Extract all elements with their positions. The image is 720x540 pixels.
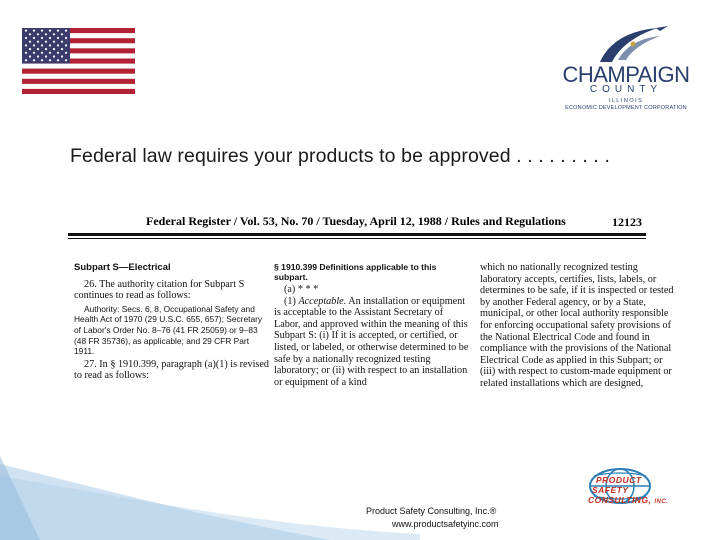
logo-line1: PRODUCT [596, 475, 642, 485]
flag-star [61, 55, 63, 57]
footer-company: Product Safety Consulting, Inc.® [366, 506, 497, 516]
flag-star [37, 33, 39, 35]
logo-suffix: INC. [654, 499, 669, 505]
footer [366, 505, 566, 531]
logo-line3 [588, 496, 668, 507]
flag-star [57, 59, 59, 61]
paragraph: which no nationally recognized testing laboratory accepts, certifies, lists, labels, or determines to be safe, if it is inspected or tested by another Federal agency, or by a State, municipal, or other local authority responsible for enforcing occupational safety provisions of the National Electrical Code and found in compliance with the provisions of the National Electrical Code as applied in this Subpart; or (iii) with respect to custom-made equipment or related installations which are designed, [480, 262, 674, 389]
flag-star [65, 44, 67, 46]
flag-star [33, 37, 35, 39]
flag-star [61, 33, 63, 35]
flag-star [25, 44, 27, 46]
flag-star [29, 55, 31, 57]
flag-star [29, 48, 31, 50]
flag-star [25, 52, 27, 54]
logo-org: ECONOMIC DEVELOPMENT CORPORATION [565, 105, 687, 111]
column-left [74, 262, 270, 382]
flag-star [25, 37, 27, 39]
paragraph: (a) * * * [284, 284, 319, 295]
flag-star [57, 52, 59, 54]
flag-star [65, 30, 67, 32]
flag-star [49, 44, 51, 46]
flag-star [65, 59, 67, 61]
flag-star [61, 48, 63, 50]
flag-star [33, 44, 35, 46]
paragraph-authority: Authority: Secs. 6, 8, Occupational Safety and Health Act of 1970 (29 U.S.C. 655, 657); Secretary of Labor's Order No. 8–76 (41 FR 25059) or 9–83 (48 FR 35736), as applicable; and 29 CFR Part 1911. [74, 303, 263, 357]
flag-star [41, 44, 43, 46]
term-acceptable: Acceptable. [298, 295, 347, 307]
us-flag-icon [22, 28, 135, 94]
flag-star [37, 41, 39, 43]
flag-star [33, 52, 35, 54]
paragraph-acceptable [274, 296, 470, 389]
logo-line3-text: CONSULTING, [588, 495, 652, 505]
flag-star [41, 52, 43, 54]
flag-star [49, 37, 51, 39]
flag-star [49, 59, 51, 61]
register-page-number: 12123 [612, 215, 642, 229]
column-middle [274, 262, 470, 388]
flag-star [37, 55, 39, 57]
flag-star [49, 30, 51, 32]
paragraph: 26. The authority citation for Subpart S continues to read as follows: [74, 278, 245, 302]
flag-star [57, 44, 59, 46]
flag-star [25, 30, 27, 32]
flag-star [53, 48, 55, 50]
column-right [480, 262, 676, 390]
register-header: Federal Register / Vol. 53, No. 70 / Tuesday, April 12, 1988 / Rules and Regulations [146, 214, 566, 228]
plane-swoosh-icon [560, 24, 692, 64]
paragraph-text: An installation or equipment is acceptable to the Assistant Secretary of Labor, and approved within the meaning of this Subpart S: (i) If it is accepted, or certified, or listed, or labeled, or otherwise determined to be safe by a nationally recognized testing laboratory; or (ii) with respect to an installation or equipment of a kind [274, 295, 469, 388]
flag-star [45, 48, 47, 50]
flag-star [57, 30, 59, 32]
flag-star [45, 55, 47, 57]
logo-name: CHAMPAIGN [562, 62, 690, 87]
flag-star [45, 41, 47, 43]
flag-star [37, 48, 39, 50]
footer-url[interactable]: www.productsafetyinc.com [392, 519, 499, 529]
paragraph: 27. In § 1910.399, paragraph (a)(1) is revised to read as follows: [74, 358, 270, 382]
flag-star [53, 33, 55, 35]
flag-star [29, 41, 31, 43]
psc-logo [578, 466, 690, 528]
section-heading: § 1910.399 Definitions applicable to this subpart. [274, 262, 437, 282]
divider [68, 233, 646, 236]
divider [68, 238, 646, 239]
flag-star [41, 59, 43, 61]
flag-star [33, 59, 35, 61]
flag-star [65, 52, 67, 54]
flag-star [41, 37, 43, 39]
paragraph-number: (1) [284, 295, 299, 307]
logo-state: ILLINOIS [608, 98, 644, 104]
flag-star [57, 37, 59, 39]
flag-star [29, 33, 31, 35]
flag-star [53, 55, 55, 57]
flag-star [49, 52, 51, 54]
flag-star [53, 41, 55, 43]
flag-star [61, 41, 63, 43]
flag-star [45, 33, 47, 35]
logo-county: COUNTY [589, 84, 663, 95]
page-title: Federal law requires your products to be approved . . . . . . . . . [70, 145, 610, 167]
flag-star [25, 59, 27, 61]
flag-star [65, 37, 67, 39]
flag-star [33, 30, 35, 32]
flag-star [41, 30, 43, 32]
champaign-county-logo [560, 24, 692, 112]
logo-line2: SAFETY [592, 485, 629, 495]
subpart-heading: Subpart S—Electrical [74, 262, 171, 273]
